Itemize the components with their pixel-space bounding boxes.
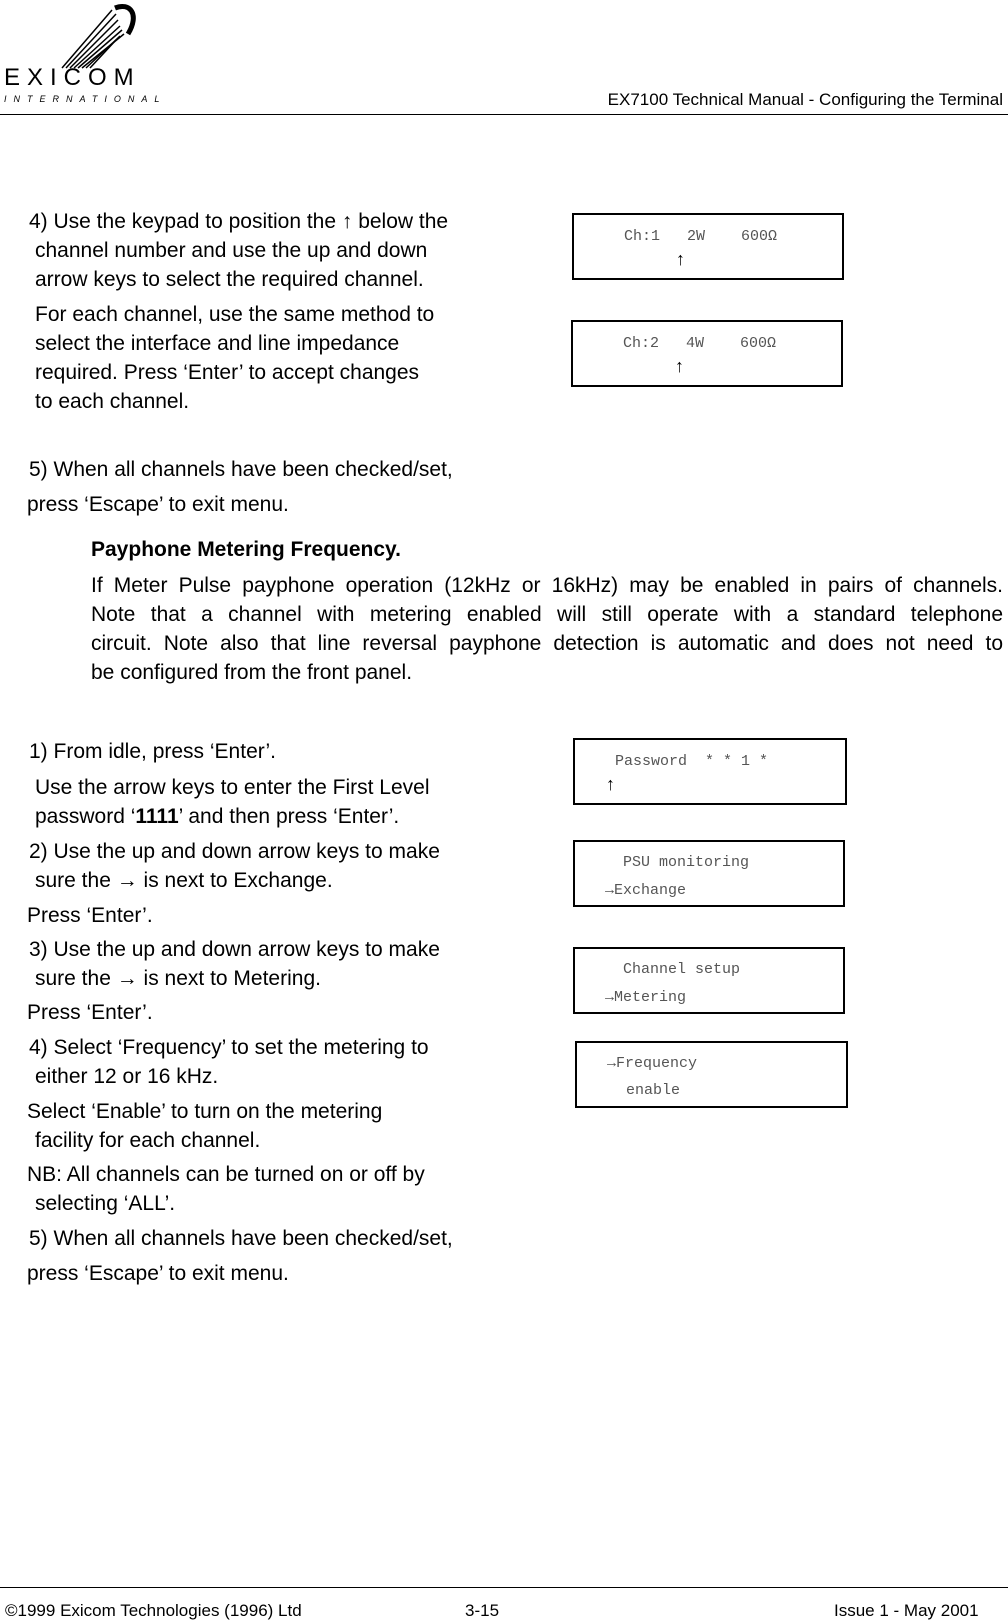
step-3-text: sure the → is next to Metering.: [35, 967, 321, 990]
step-2-text: sure the → is next to Exchange.: [35, 869, 333, 892]
step-3-text: Press ‘Enter’.: [27, 1001, 153, 1024]
step-2-text: 2) Use the up and down arrow keys to make: [29, 840, 440, 863]
step-4-text: 4) Select ‘Frequency’ to set the metering to: [29, 1036, 429, 1059]
lcd-line-1: Ch:2 4W 600Ω: [623, 335, 777, 352]
step-4-text: either 12 or 16 kHz.: [35, 1065, 219, 1088]
text: password ‘: [35, 805, 136, 828]
step-4-text: channel number and use the up and down: [35, 239, 428, 262]
step-5-text: 5) When all channels have been checked/set,: [29, 458, 453, 481]
step-4-text: Select ‘Enable’ to turn on the metering: [27, 1100, 383, 1123]
lcd-line-1: →Frequency: [607, 1055, 698, 1072]
step-1-text: [35, 802, 399, 831]
up-arrow-icon: ↑: [675, 251, 686, 271]
step-1-text: 1) From idle, press ‘Enter’.: [29, 740, 277, 763]
payphone-description: [91, 571, 1003, 687]
paragraph-line: circuit. Note also that line reversal payphone detection is automatic and does not need to: [91, 632, 1003, 655]
paragraph-line: If Meter Pulse payphone operation (12kHz or 16kHz) may be enabled in pairs of channels.: [91, 574, 1003, 597]
step-2-text: Press ‘Enter’.: [27, 904, 153, 927]
lcd-display-password: [573, 738, 847, 805]
lcd-line-2: enable: [626, 1082, 681, 1099]
step-4-note: For each channel, use the same method to: [35, 303, 435, 326]
step-4-note: NB: All channels can be turned on or off by: [27, 1163, 425, 1186]
logo-text: EXICOM: [4, 64, 141, 91]
lcd-line-1: Channel setup: [623, 961, 741, 978]
paragraph-line: Note that a channel with metering enabled will still operate with a standard telephone: [91, 603, 1003, 626]
step-1-text: Use the arrow keys to enter the First Level: [35, 776, 430, 799]
lcd-line-1: PSU monitoring: [623, 854, 750, 871]
up-arrow-icon: ↑: [605, 776, 616, 796]
step-4-note: to each channel.: [35, 390, 190, 413]
paragraph-line: be configured from the front panel.: [91, 661, 413, 684]
text: ’ and then press ‘Enter’.: [178, 805, 400, 828]
lcd-display-exchange: [573, 840, 845, 907]
page-number: 3-15: [465, 1601, 500, 1620]
step-5-text: press ‘Escape’ to exit menu.: [27, 493, 289, 516]
lcd-display-frequency: [575, 1041, 848, 1108]
up-arrow-icon: ↑: [674, 358, 685, 378]
lcd-display-metering: [573, 947, 845, 1014]
step-5-text: press ‘Escape’ to exit menu.: [27, 1262, 289, 1285]
header-divider: [0, 114, 1008, 115]
lcd-line-2: →Exchange: [605, 882, 687, 899]
step-3-text: 3) Use the up and down arrow keys to make: [29, 938, 440, 961]
section-heading: Payphone Metering Frequency.: [91, 538, 402, 561]
lcd-line-2: →Metering: [605, 989, 687, 1006]
lcd-line-1: Ch:1 2W 600Ω: [624, 228, 778, 245]
step-4-text: 4) Use the keypad to position the ↑ below the: [29, 210, 449, 233]
exicom-logo: [0, 0, 170, 106]
logo-subtext: INTERNATIONAL: [4, 94, 167, 104]
copyright: ©1999 Exicom Technologies (1996) Ltd: [5, 1601, 302, 1620]
step-4-note: required. Press ‘Enter’ to accept changes: [35, 361, 420, 384]
footer-divider: [0, 1587, 1008, 1588]
step-5-text: 5) When all channels have been checked/set,: [29, 1227, 453, 1250]
password-value: 1111: [135, 805, 179, 828]
issue-info: Issue 1 - May 2001: [834, 1601, 979, 1620]
document-title: EX7100 Technical Manual - Configuring the Terminal: [607, 90, 1003, 109]
step-4-text: arrow keys to select the required channel.: [35, 268, 424, 291]
step-4-note: selecting ‘ALL’.: [35, 1192, 176, 1215]
lcd-display-ch1: [572, 213, 844, 280]
lcd-line-1: Password * * 1 *: [615, 753, 769, 770]
lcd-display-ch2: [571, 320, 843, 387]
step-4-note: select the interface and line impedance: [35, 332, 400, 355]
step-4-text: facility for each channel.: [35, 1129, 261, 1152]
